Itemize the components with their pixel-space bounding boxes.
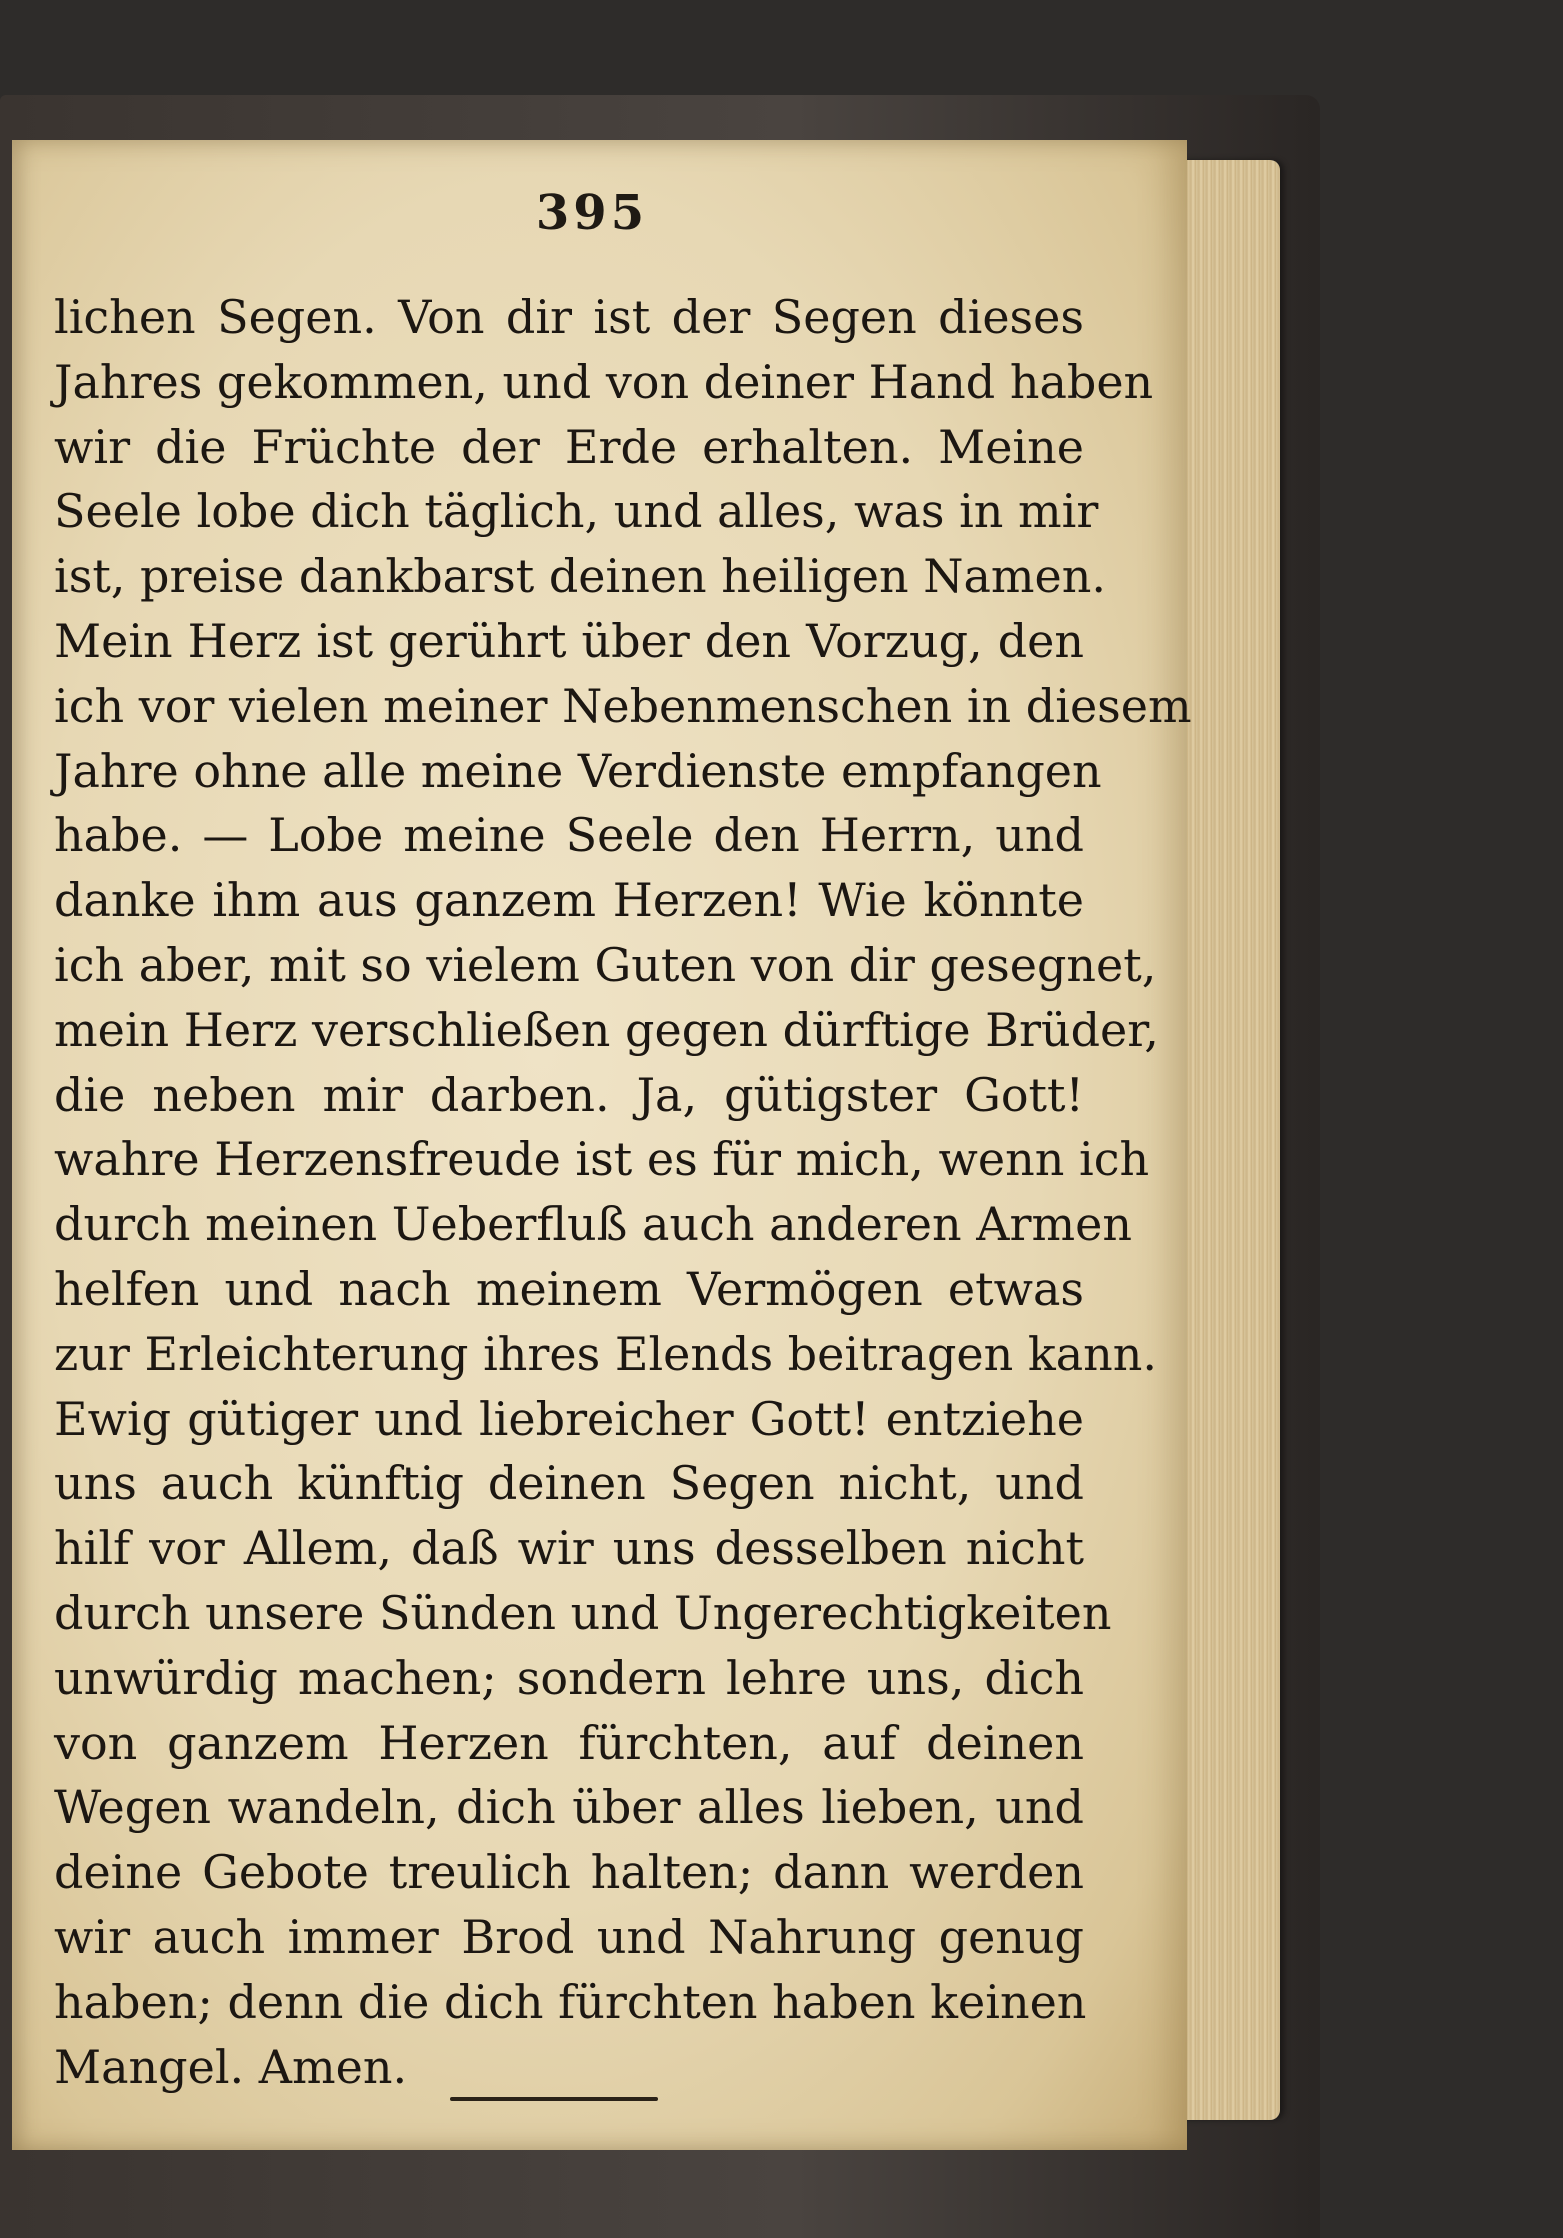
page-text (54, 285, 1192, 2099)
text-line: Ewig gütiger und liebreicher Gott! entziehe (54, 1391, 1084, 1446)
text-line: Wegen wandeln, dich über alles lieben, und (54, 1780, 1084, 1835)
text-line: durch meinen Ueberfluß auch anderen Armen (54, 1197, 1132, 1252)
text-line: zur Erleichterung ihres Elends beitragen kann. (54, 1326, 1158, 1381)
text-line: lichen Segen. Von dir ist der Segen dieses (54, 290, 1084, 344)
text-line: uns auch künftig deinen Segen nicht, und (54, 1456, 1084, 1511)
text-line: Jahres gekommen, und von deiner Hand haben (54, 354, 1154, 409)
text-line: von ganzem Herzen fürchten, auf deinen (54, 1715, 1084, 1770)
text-line: helfen und nach meinem Vermögen etwas (54, 1261, 1084, 1316)
text-line: durch unsere Sünden und Ungerechtigkeiten (54, 1585, 1112, 1640)
text-line: ich aber, mit so vielem Guten von dir gesegnet, (54, 937, 1157, 992)
text-line: Mein Herz ist gerührt über den Vorzug, den (54, 613, 1084, 668)
text-line: Seele lobe dich täglich, und alles, was in mir (54, 484, 1099, 539)
text-line: deine Gebote treulich halten; dann werden (54, 1845, 1084, 1900)
text-line: habe. — Lobe meine Seele den Herrn, und (54, 808, 1084, 863)
text-line: Mangel. Amen. (54, 2039, 408, 2094)
text-line: unwürdig machen; sondern lehre uns, dich (54, 1650, 1084, 1705)
text-line: wir die Früchte der Erde erhalten. Meine (54, 419, 1084, 474)
text-line: ist, preise dankbarst deinen heiligen Namen. (54, 549, 1106, 604)
book-page (12, 140, 1192, 2150)
text-line: danke ihm aus ganzem Herzen! Wie könnte (54, 873, 1084, 928)
text-line: ich vor vielen meiner Nebenmenschen in diesem (54, 678, 1192, 733)
text-line: hilf vor Allem, daß wir uns desselben nicht (54, 1521, 1084, 1576)
text-line: mein Herz verschließen gegen dürftige Brüder, (54, 1002, 1159, 1057)
text-line: haben; denn die dich fürchten haben keinen (54, 1974, 1087, 2029)
end-rule (450, 2097, 658, 2101)
text-line: wir auch immer Brod und Nahrung genug (54, 1909, 1084, 1964)
page-number: 395 (535, 185, 649, 241)
text-line: wahre Herzensfreude ist es für mich, wenn ich (54, 1132, 1150, 1187)
text-line: Jahre ohne alle meine Verdienste empfangen (54, 743, 1102, 798)
text-line: die neben mir darben. Ja, gütigster Gott! (54, 1067, 1084, 1122)
